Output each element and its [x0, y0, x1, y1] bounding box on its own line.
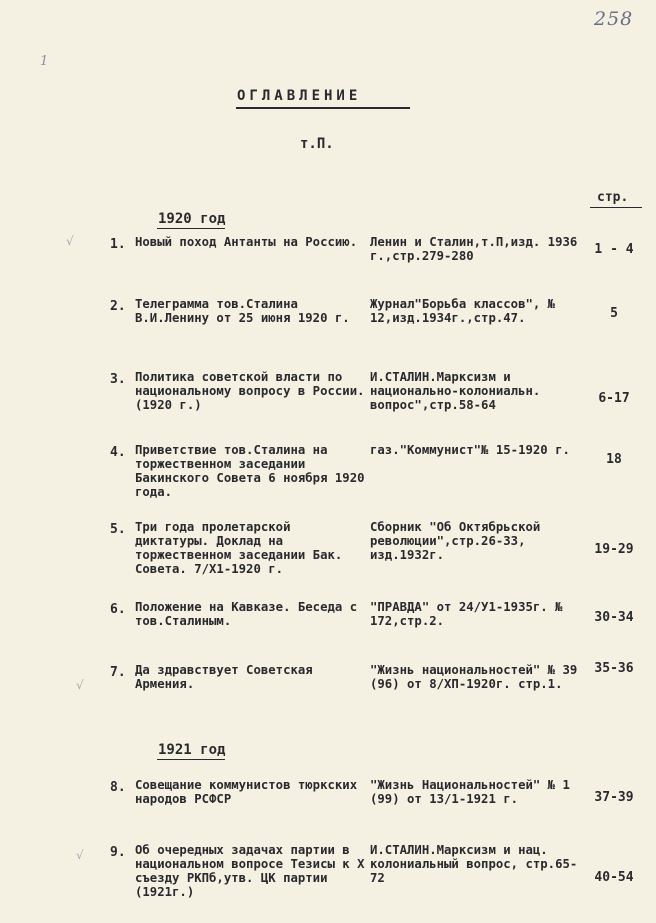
entry-number: 5. — [110, 522, 126, 537]
toc-entry — [0, 443, 656, 523]
entry-number: 6. — [110, 602, 126, 617]
entry-source: Ленин и Сталин,т.П,изд. 1936 г.,стр.279-280 — [370, 235, 578, 263]
entry-pages: 6-17 — [598, 391, 630, 406]
entry-pages: 1 - 4 — [594, 242, 634, 257]
entry-title: Положение на Кавказе. Беседа с тов.Сталиным. — [135, 600, 358, 628]
entry-source: Сборник "Об Октябрьской революции",стр.26-33, изд.1932г. — [370, 520, 541, 562]
pencil-check-mark: √ — [66, 234, 74, 248]
entry-pages: 30-34 — [594, 610, 634, 625]
entry-title: Совещание коммунистов тюркских народов РСФСР — [135, 778, 358, 806]
entry-number: 3. — [110, 372, 126, 387]
entry-title: Политика советской власти по национальному вопросу в России. (1920 г.) — [135, 370, 365, 412]
year-heading-1920: 1920 год — [158, 211, 226, 227]
page-column-underline — [590, 207, 642, 208]
entry-title: Телеграмма тов.Сталина В.И.Ленину от 25 июня 1920 г. — [135, 297, 350, 325]
pencil-check-mark: √ — [76, 848, 84, 862]
toc-entry — [0, 297, 656, 377]
entry-source: "Жизнь национальностей" № 39 (96) от 8/ХП-1920г. стр.1. — [370, 663, 578, 691]
entry-source: "ПРАВДА" от 24/У1-1935г. № 172,стр.2. — [370, 600, 563, 628]
volume-label: т.П. — [300, 136, 334, 152]
document-title: ОГЛАВЛЕНИЕ — [237, 88, 362, 104]
entry-source: И.СТАЛИН.Марксизм и нац. колониальный вопрос, стр.65-72 — [370, 843, 578, 885]
entry-source: газ."Коммунист"№ 15-1920 г. — [370, 443, 570, 457]
toc-entry — [0, 370, 656, 450]
year-heading-1921: 1921 год — [158, 742, 226, 758]
entry-pages: 19-29 — [594, 542, 634, 557]
toc-entry — [0, 520, 656, 600]
entry-pages: 37-39 — [594, 790, 634, 805]
entry-number: 4. — [110, 445, 126, 460]
entry-title: Об очередных задачах партии в национальном вопросе Тезисы к Х съезду РКПб,утв. ЦК партии (1921г.) — [135, 843, 365, 899]
entry-title: Три года пролетарской диктатуры. Доклад на торжественном заседании Бак. Совета. 7/Х1-1920 г. — [135, 520, 343, 576]
entry-number: 1. — [110, 237, 126, 252]
toc-entry — [0, 663, 656, 743]
year-underline — [157, 759, 225, 760]
entry-number: 7. — [110, 665, 126, 680]
page-column-header: стр. — [597, 190, 629, 205]
entry-number: 8. — [110, 780, 126, 795]
entry-title: Приветствие тов.Сталина на торжественном заседании Бакинского Совета 6 ноября 1920 года. — [135, 443, 365, 499]
entry-number: 2. — [110, 299, 126, 314]
entry-source: И.СТАЛИН.Марксизм и национально-колониальн. вопрос",стр.58-64 — [370, 370, 541, 412]
entry-source: "Жизнь Национальностей" № 1 (99) от 13/1-1921 г. — [370, 778, 570, 806]
title-underline — [236, 107, 410, 109]
entry-title: Новый поход Антанты на Россию. — [135, 235, 358, 249]
entry-title: Да здравствует Советская Армения. — [135, 663, 313, 691]
entry-pages: 18 — [606, 452, 622, 467]
entry-number: 9. — [110, 845, 126, 860]
year-underline — [157, 228, 225, 229]
archive-page-number: 258 — [594, 8, 634, 30]
entry-pages: 40-54 — [594, 870, 634, 885]
corner-mark: 1 — [40, 54, 49, 69]
pencil-check-mark: √ — [76, 678, 84, 692]
entry-pages: 35-36 — [594, 661, 634, 676]
entry-pages: 5 — [610, 306, 618, 321]
entry-source: Журнал"Борьба классов", № 12,изд.1934г.,стр.47. — [370, 297, 556, 325]
toc-entry — [0, 843, 656, 923]
